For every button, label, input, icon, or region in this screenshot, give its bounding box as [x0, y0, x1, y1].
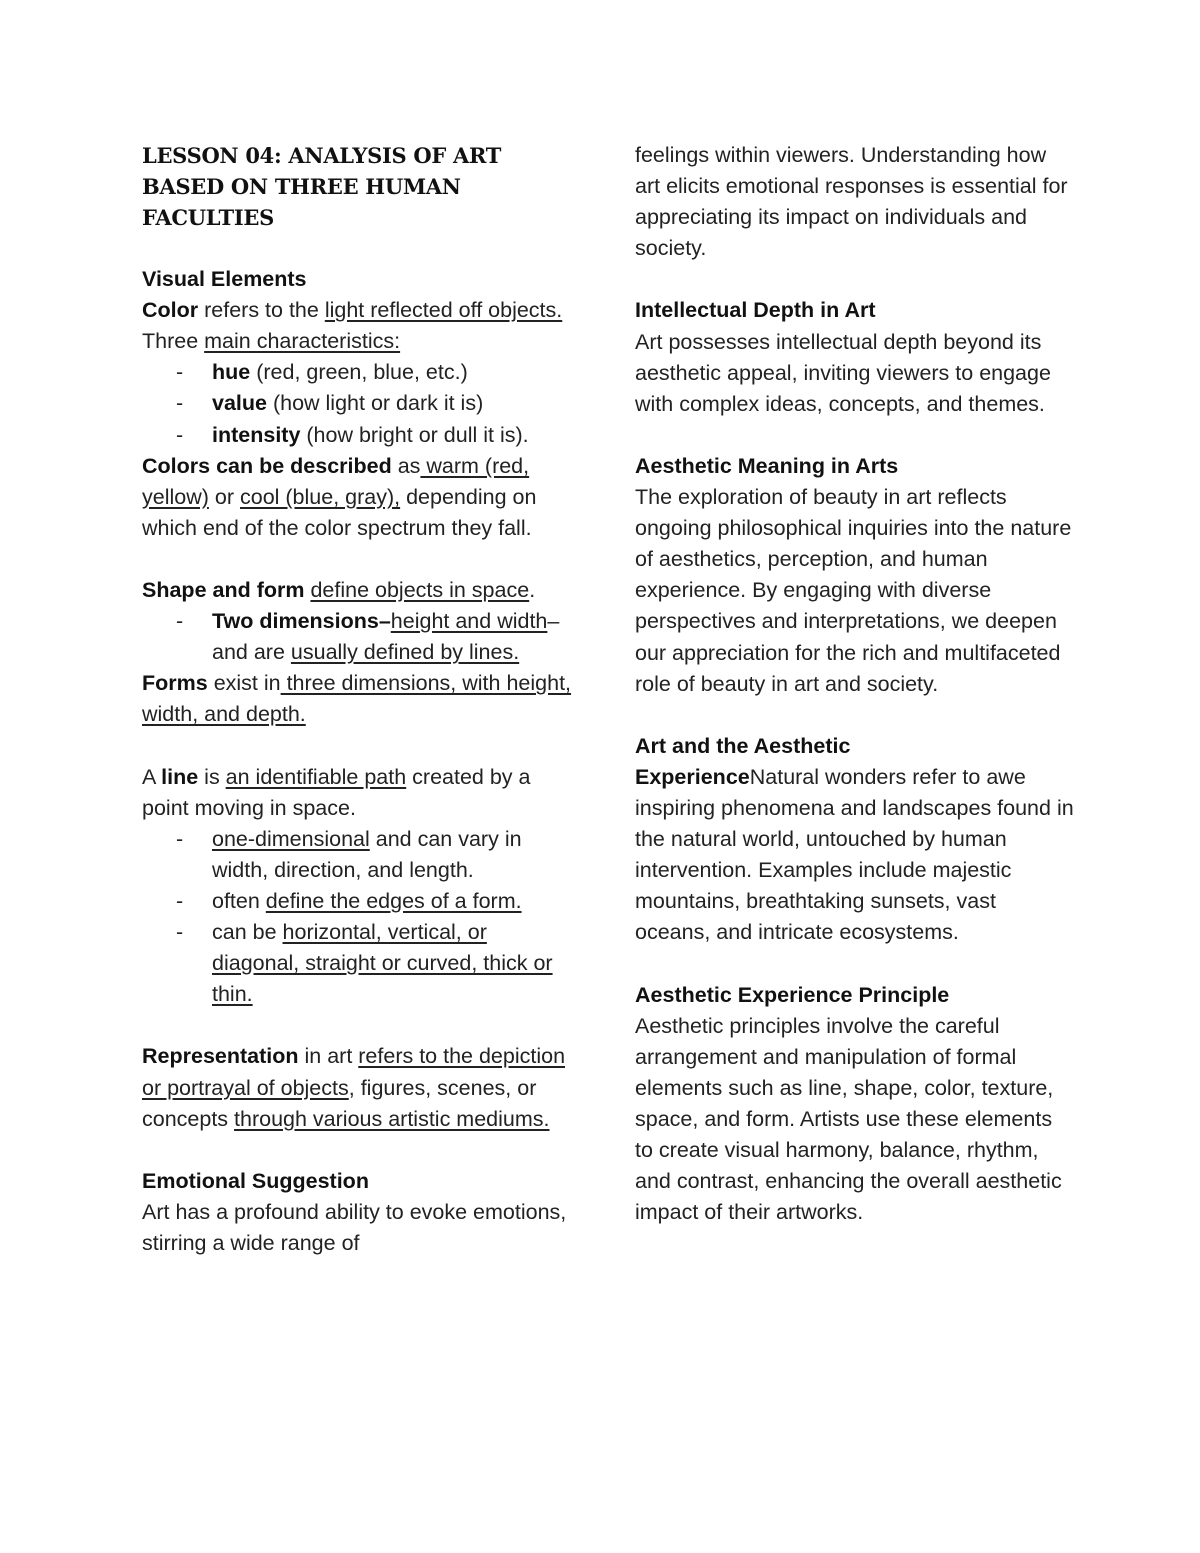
aesthetic-principle-text: Aesthetic principles involve the careful arrangement and manipulation of formal elements such as line, shape, color, texture, space, and form. Artists use these elements to create visual harmony, balance, rhythm, and contrast, enhancing the overall aesthetic impact of their artworks.	[635, 1013, 1062, 1225]
emotional-continuation-text: feelings within viewers. Understanding how art elicits emotional responses is essential for appreciating its impact on individuals and society.	[635, 143, 1068, 261]
underlined-text: cool (blue, gray),	[239, 484, 401, 509]
forms-definition	[142, 668, 572, 730]
text: refers to the	[198, 298, 325, 323]
line-definition	[142, 762, 572, 824]
list-item	[142, 357, 572, 388]
underlined-text: light reflected off objects.	[324, 298, 563, 323]
spacer	[142, 731, 572, 762]
line-list	[142, 824, 572, 1011]
underlined-text: an identifiable path	[225, 764, 407, 789]
spacer	[142, 1010, 572, 1041]
list-item	[142, 824, 572, 886]
colors-description	[142, 451, 572, 544]
intensity-term: intensity	[212, 422, 301, 447]
list-item	[142, 388, 572, 419]
underlined-text: define objects in space	[310, 578, 530, 603]
text: and can vary in width, direction, and length.	[212, 826, 522, 882]
underlined-text: main characteristics:	[204, 329, 401, 354]
underlined-text: horizontal, vertical, or diagonal, straight or curved, thick or thin.	[212, 920, 553, 1007]
list-item	[142, 606, 572, 668]
text: A	[142, 764, 162, 789]
color-characteristics-list	[142, 357, 572, 450]
underlined-text: warm (red, yellow)	[142, 453, 530, 509]
underlined-text: one-dimensional	[212, 826, 370, 851]
shape-term: Shape and form	[142, 578, 305, 603]
representation-definition	[142, 1041, 572, 1134]
aesthetic-meaning-text: The exploration of beauty in art reflects ongoing philosophical inquiries into the nature of aesthetics, perception, and human experience. By engaging with diverse perspectives and interpretations, we deepen our appreciation for the rich and multifaceted role of beauty in art and society.	[635, 485, 1072, 696]
line-term: line	[161, 764, 199, 789]
aesthetic-experience-heading: Art and the Aesthetic	[635, 733, 851, 758]
right-column	[635, 140, 1075, 1228]
underlined-text: refers to the depiction or portrayal of objects	[142, 1044, 566, 1100]
list-item	[142, 420, 572, 451]
underlined-text: height and width	[390, 609, 548, 634]
spacer	[142, 233, 572, 264]
visual-elements-heading: Visual Elements	[142, 267, 307, 292]
spacer	[635, 264, 1075, 295]
list-item	[142, 917, 572, 1010]
spacer	[635, 420, 1075, 451]
color-term: Color	[142, 298, 199, 323]
intellectual-depth-text: Art possesses intellectual depth beyond its aesthetic appeal, inviting viewers to engage with complex ideas, concepts, and themes.	[635, 329, 1051, 416]
text: .	[529, 578, 536, 603]
text: in art	[298, 1044, 359, 1069]
emotional-suggestion-heading: Emotional Suggestion	[142, 1168, 369, 1193]
underlined-text: through various artistic mediums.	[234, 1106, 550, 1131]
characteristics-intro	[142, 326, 572, 357]
text: can be	[212, 920, 283, 945]
page-title	[142, 140, 572, 233]
hue-term: hue	[212, 360, 251, 385]
shape-list	[142, 606, 572, 668]
two-dimensions-term: Two dimensions–	[212, 609, 391, 634]
text: Three	[142, 329, 205, 354]
value-term: value	[212, 391, 267, 416]
aesthetic-experience-text	[635, 762, 1075, 949]
text: as	[391, 453, 421, 478]
emotional-suggestion-text: Art has a profound ability to evoke emotions, stirring a wide range of	[142, 1199, 567, 1255]
text: exist in	[207, 671, 281, 696]
text: Natural wonders refer to awe inspiring phenomena and landscapes found in the natural world, untouched by human intervention. Examples include majestic mountains, breathtaking sunsets, vast oceans, and intricate ecosystems.	[635, 764, 1074, 945]
title-line-3: FACULTIES	[142, 205, 274, 230]
intellectual-depth-heading: Intellectual Depth in Art	[635, 298, 876, 323]
representation-term: Representation	[142, 1044, 299, 1069]
text: is	[198, 764, 226, 789]
left-column	[142, 140, 572, 1259]
text: (how bright or dull it is).	[300, 422, 529, 447]
spacer	[142, 1135, 572, 1166]
text: (red, green, blue, etc.)	[250, 360, 468, 385]
spacer	[635, 948, 1075, 979]
text: (how light or dark it is)	[266, 391, 484, 416]
text: often	[212, 888, 266, 913]
title-line-2: BASED ON THREE HUMAN	[142, 174, 461, 199]
forms-term: Forms	[142, 671, 208, 696]
text: created by a point moving in space.	[142, 764, 531, 820]
spacer	[142, 544, 572, 575]
list-item	[142, 886, 572, 917]
underlined-text: usually defined by lines.	[290, 640, 520, 665]
shape-definition	[142, 575, 572, 606]
experience-heading-continuation: Experience	[635, 764, 750, 789]
color-definition	[142, 295, 572, 326]
text: depending on which end of the color spectrum they fall.	[142, 484, 537, 540]
underlined-text: define the edges of a form.	[265, 888, 522, 913]
text: or	[208, 484, 240, 509]
spacer	[635, 700, 1075, 731]
colors-term: Colors can be described	[142, 453, 392, 478]
title-line-1: LESSON 04: ANALYSIS OF ART	[142, 143, 502, 168]
underlined-text: three dimensions, with height, width, and depth.	[142, 671, 572, 727]
text: –and are	[212, 609, 560, 665]
aesthetic-principle-heading: Aesthetic Experience Principle	[635, 982, 950, 1007]
text: , figures, scenes, or concepts	[142, 1075, 537, 1131]
aesthetic-meaning-heading: Aesthetic Meaning in Arts	[635, 453, 899, 478]
